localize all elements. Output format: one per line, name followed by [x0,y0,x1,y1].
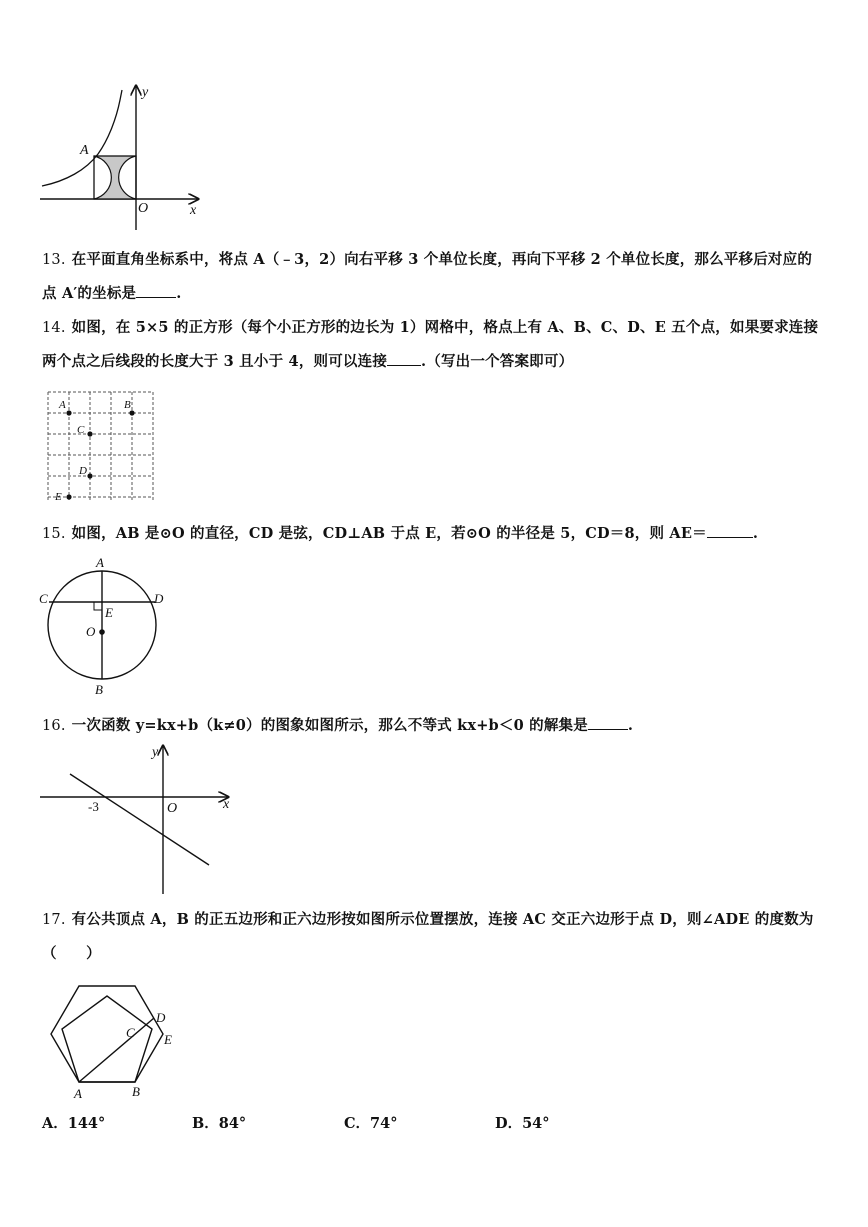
q14-line1 [42,311,832,345]
label-a: A [80,143,89,158]
q14-text-line1: 如图，在 5×5 的正方形（每个小正方形的边长为 1）网格中，格点上有 A、B、C、D、E 五个点，如果要求连接 [71,319,819,336]
option-d[interactable]: D．54° [495,1115,550,1132]
q13-text-end: . [176,285,182,302]
point-a [66,410,71,415]
q17-text-line2: （ ） [42,945,101,962]
question-16 [42,709,832,743]
figure-q17 [44,982,184,1102]
answer-blank-15[interactable] [707,521,753,538]
q14-text-end: .（写出一个答案即可） [421,353,574,370]
label-a: A [74,1086,82,1101]
label-e: E [164,1032,172,1047]
label-o: O [86,624,96,639]
label-y: y [142,85,149,100]
label-x: x [223,797,230,812]
answer-blank-16[interactable] [588,713,628,730]
answer-options [42,1112,742,1136]
label-d: D [79,465,87,477]
segment-ac [79,1018,154,1082]
label-c: C [77,424,85,436]
q16-text-end: . [627,717,634,734]
figure-q16 [38,740,238,898]
q15-text-end: . [752,525,759,542]
point-c [87,431,92,436]
answer-blank-13[interactable] [136,281,176,298]
answer-blank-14[interactable] [387,349,421,366]
label-y: y [152,745,159,760]
figure-q12 [38,82,208,232]
q17-number: 17. [42,912,66,928]
q13-text-line1: 在平面直角坐标系中，将点 A（﹣3，2）向右平移 3 个单位长度，再向下平移 2 个单位长度，那么平移后对应的 [71,251,813,268]
label-neg3: -3 [88,799,99,814]
label-e: E [55,491,62,503]
q15-text: 如图，AB 是⊙O 的直径，CD 是弦，CD⊥AB 于点 E，若⊙O 的半径是 5，CD＝8，则 AE＝ [71,525,707,542]
label-e: E [105,605,113,620]
q13-line2 [42,277,832,311]
label-d: D [154,591,164,606]
label-o: O [138,201,149,216]
label-d: D [156,1010,166,1025]
q15-number: 15. [42,526,66,542]
q13-text-line2: 点 A′的坐标是 [42,285,137,302]
label-c: C [39,591,48,606]
right-angle-mark [94,602,102,610]
function-line [70,774,209,865]
question-13 [42,243,832,311]
q14-number: 14. [42,320,66,336]
label-a: A [59,399,66,411]
hexagon [51,986,163,1082]
q14-text-line2: 两个点之后线段的长度大于 3 且小于 4，则可以连接 [42,353,388,370]
q17-line2 [42,937,832,971]
q17-text-line1: 有公共顶点 A，B 的正五边形和正六边形按如图所示位置摆放，连接 AC 交正六边形于点 D，则∠ADE 的度数为 [71,911,814,928]
figure-q15 [38,555,170,697]
label-b: B [95,682,103,697]
point-d [87,473,92,478]
shaded-region [94,156,136,199]
figure-q14 [44,388,164,504]
point-e [66,494,71,499]
question-14 [42,311,832,379]
q17-line1 [42,903,832,937]
option-b[interactable]: B．84° [192,1115,247,1132]
q16-number: 16. [42,718,66,734]
label-o: O [167,801,178,816]
q16-text: 一次函数 y=kx+b（k≠0）的图象如图所示，那么不等式 kx+b＜0 的解集是 [71,717,588,734]
label-b: B [124,399,131,411]
label-b: B [132,1084,140,1099]
center-point [99,629,105,635]
q13-line1 [42,243,832,277]
q14-line2 [42,345,832,379]
label-x: x [190,203,197,218]
q15-line1 [42,517,832,551]
q16-line1 [42,709,832,743]
label-c: C [126,1025,135,1040]
q13-number: 13. [42,252,66,268]
option-a[interactable]: A．144° [42,1115,106,1132]
option-c[interactable]: C．74° [344,1115,398,1132]
label-a: A [96,555,104,570]
point-b [129,410,134,415]
question-17 [42,903,832,971]
question-15 [42,517,832,551]
pentagon [62,996,152,1082]
